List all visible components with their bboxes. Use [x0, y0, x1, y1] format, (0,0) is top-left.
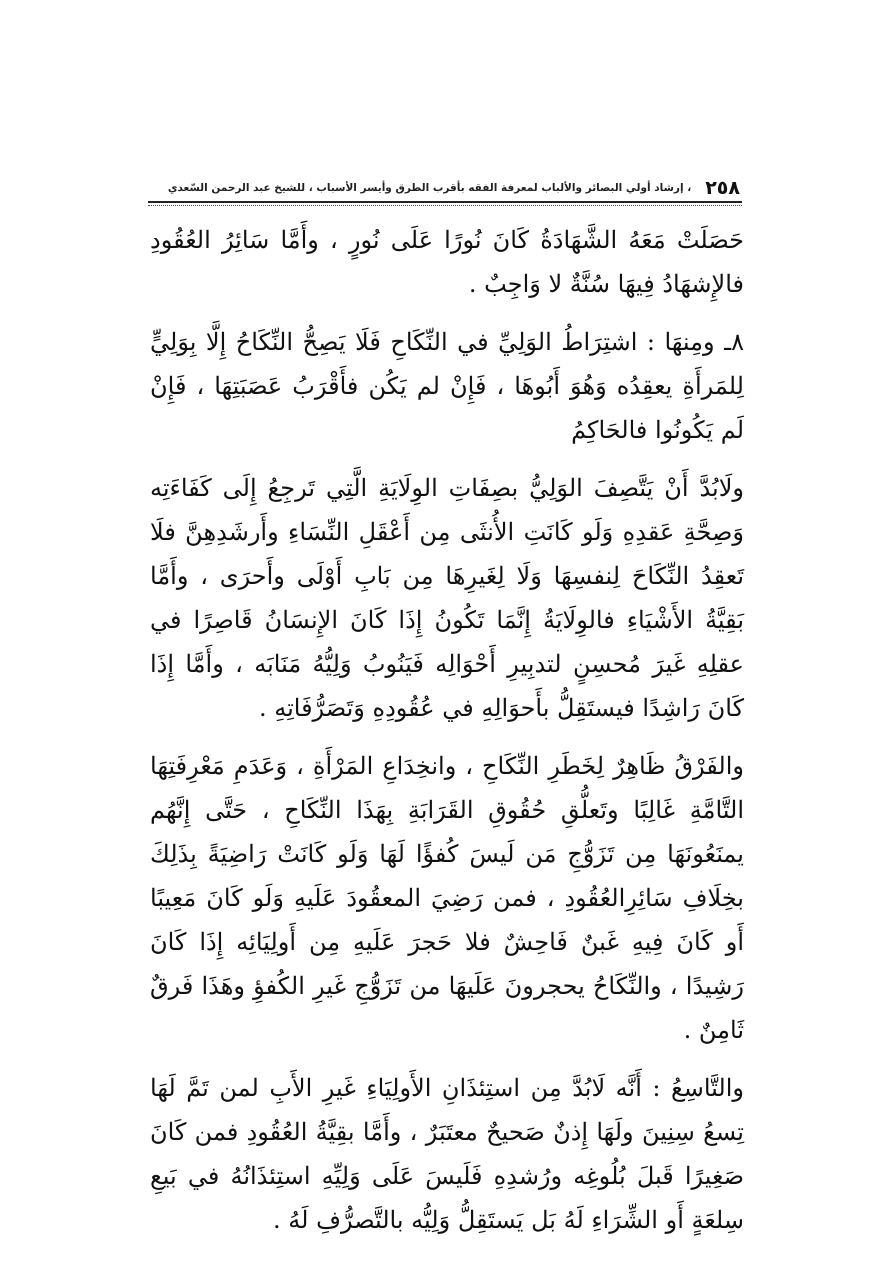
- body-text: [150, 218, 744, 1242]
- page-number: ٢٥٨: [705, 177, 740, 199]
- paragraph-4: والفَرْقُ ظَاهِرٌ لِخَطَرِ النِّكَاحِ ، وانخِدَاعِ المَرْأَةِ ، وَعَدَمِ مَعْرِفَتِهَا التَّامَّةِ غَالِبًا وتَعلُّقِ حُقُوقِ القَرَابَةِ بِهَذَا النِّكَاحِ ، حَتَّى إِنَّهُم يمنَعُونَهَا مِن تَزَوُّجِ مَن لَيسَ كُفؤًا لَهَا وَلَو كَانَتْ رَاضِيَةً بِذَلِكَ بخِلَافِ سَائِرِالعُقُودِ ، فمن رَضِيَ المعقُودَ عَلَيهِ وَلَو كَانَ مَعِيبًا أَو كَانَ فِيهِ غَبنٌ فَاحِشٌ فلا حَجرَ عَلَيهِ مِن أَولِيَائِه إِذَا كَانَ رَشِيدًا ، والنِّكَاحُ يحجرونَ عَلَيهَا من تَزَوُّجِ غَيرِ الكُفؤِ وهَذَا فَرقٌ ثَامِنٌ .: [150, 752, 744, 1044]
- header-dotted-rule: [148, 205, 742, 206]
- page-header: [150, 176, 740, 200]
- paragraph-2: ٨ـ ومِنهَا : اشتِرَاطُ الوَلِيِّ في النِّكَاحِ فَلَا يَصِحُّ النِّكَاحُ إِلَّا بِوَلِيٍّ لِلمَرأَةِ يعقِدُه وَهُوَ أَبُوهَا ، فَإِنْ لم يَكُن فأَقْرَبُ عَصَبَتِهَا ، فَإِنْ لَم يَكُونُوا فالحَاكِمُ: [150, 328, 744, 444]
- paragraph-1: حَصَلَتْ مَعَهُ الشَّهَادَةُ كَانَ نُورًا عَلَى نُورٍ ، وأَمَّا سَائِرُ العُقُودِ فالإِشهَادُ فِيهَا سُنَّةٌ لا وَاجِبٌ .: [150, 226, 744, 298]
- paragraph-3: ولَابُدَّ أَنْ يَتَّصِفَ الوَلِيُّ بصِفَاتِ الوِلَايَةِ الَّتِي تَرجِعُ إِلَى كَفَاءَتِه وَصِحَّةِ عَقدِهِ وَلَو كَانَتِ الأُنثَى مِن أَعْقَلِ النِّسَاءِ وأَرشَدِهِنَّ فلَا تَعقِدُ النِّكَاحَ لِنفسِهَا وَلَا لِغَيرِهَا مِن بَابِ أَوْلَى وأَحرَى ، وأَمَّا بَقِيَّةُ الأَشْيَاءِ فالوِلَايَةُ إِنَّمَا تَكُونُ إِذَا كَانَ الإِنسَانُ قَاصِرًا في عقلِهِ غَيرَ مُحسِنٍ لتدبِيرِ أَحْوَالِه فَيَنُوبُ وَلِيُّهُ مَنَابَه ، وأَمَّا إِذَا كَانَ رَاشِدًا فيستَقِلُّ بأَحوَالِهِ في عُقُودِهِ وَتَصَرُّفَاتِهِ .: [150, 474, 744, 722]
- running-title: ، إرشاد أولي البصائر والألباب لمعرفة الفقه بأقرب الطرق وأيسر الأسباب ، للشيخ عبد الرحمن السّعدي: [167, 182, 692, 194]
- paragraph-5: والتَّاسِعُ : أَنَّه لَابُدَّ مِن استِئذَانِ الأَولِيَاءِ غَيرِ الأَبِ لمن تَمَّ لَهَا تِسعُ سِنِينَ ولَهَا إِذنٌ صَحيحٌ معتَبَرٌ ، وأَمَّا بقِيَّةُ العُقُودِ فمن كَانَ صَغِيرًا قَبلَ بُلُوغِه ورُشدِهِ فَلَيسَ عَلَى وَلِيِّهِ استِئذَانُهُ في بَيعِ سِلعَةٍ أَو الشِّرَاءِ لَهُ بَل يَستَقِلُّ وَلِيُّه بالتَّصرُّفِ لَهُ .: [150, 1074, 744, 1234]
- header-rule: [148, 201, 742, 203]
